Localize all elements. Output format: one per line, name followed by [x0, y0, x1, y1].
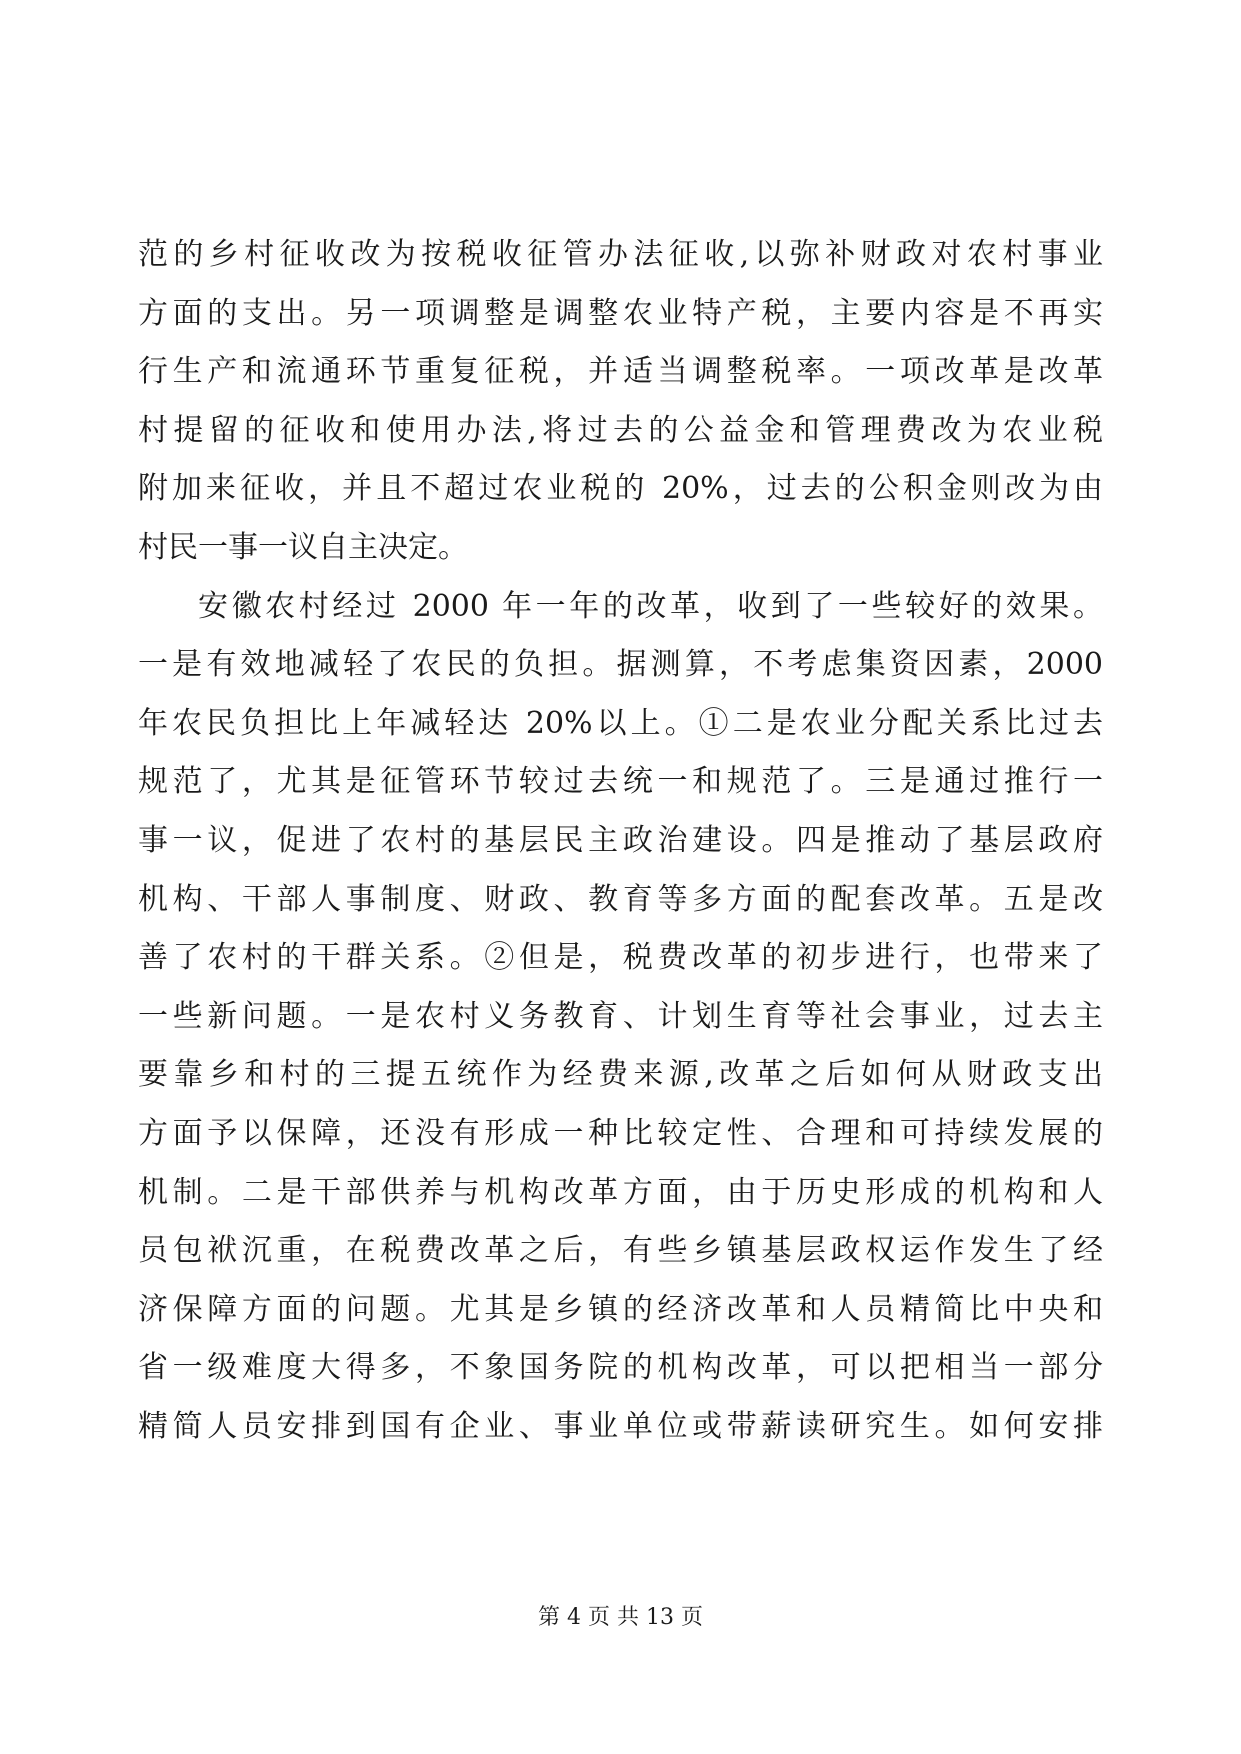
page-number-footer: 第 4 页 共 13 页 — [538, 1605, 703, 1630]
text-line: 精简人员安排到国有企业、事业单位或带薪读研究生。如何安排 — [138, 1408, 1103, 1444]
text-line: 年农民负担比上年减轻达 20%以上。①二是农业分配关系比过去 — [138, 705, 1103, 741]
text-line: 一是有效地减轻了农民的负担。据测算，不考虑集资因素，2000 — [138, 647, 1103, 683]
text-line: 省一级难度大得多，不象国务院的机构改革，可以把相当一部分 — [138, 1350, 1103, 1386]
text-line: 机制。二是干部供养与机构改革方面，由于历史形成的机构和人 — [138, 1174, 1103, 1210]
text-line: 方面的支出。另一项调整是调整农业特产税，主要内容是不再实 — [138, 295, 1103, 331]
text-line: 规范了，尤其是征管环节较过去统一和规范了。三是通过推行一 — [138, 764, 1103, 800]
text-line: 范的乡村征收改为按税收征管办法征收,以弥补财政对农村事业 — [138, 237, 1103, 272]
text-line: 济保障方面的问题。尤其是乡镇的经济改革和人员精简比中央和 — [138, 1291, 1103, 1327]
text-line: 员包袱沉重，在税费改革之后，有些乡镇基层政权运作发生了经 — [138, 1233, 1103, 1269]
text-line: 机构、干部人事制度、财政、教育等多方面的配套改革。五是改 — [138, 881, 1103, 917]
text-line: 行生产和流通环节重复征税，并适当调整税率。一项改革是改革 — [138, 354, 1103, 390]
text-line: 村民一事一议自主决定。 — [138, 529, 468, 565]
text-line: 安徽农村经过 2000 年一年的改革，收到了一些较好的效果。 — [198, 588, 1103, 624]
paragraph-1 — [138, 226, 1103, 578]
paragraph-2 — [138, 578, 1103, 1457]
text-line: 方面予以保障，还没有形成一种比较定性、合理和可持续发展的 — [138, 1115, 1103, 1151]
text-line: 村提留的征收和使用办法,将过去的公益金和管理费改为农业税 — [138, 412, 1103, 448]
text-line: 附加来征收，并且不超过农业税的 20%，过去的公积金则改为由 — [138, 471, 1103, 507]
text-line: 一些新问题。一是农村义务教育、计划生育等社会事业，过去主 — [138, 998, 1103, 1034]
body-text — [138, 226, 1103, 1456]
text-line: 善了农村的干群关系。②但是，税费改革的初步进行，也带来了 — [138, 940, 1103, 976]
text-line: 要靠乡和村的三提五统作为经费来源,改革之后如何从财政支出 — [138, 1057, 1103, 1093]
text-line: 事一议，促进了农村的基层民主政治建设。四是推动了基层政府 — [138, 822, 1103, 858]
